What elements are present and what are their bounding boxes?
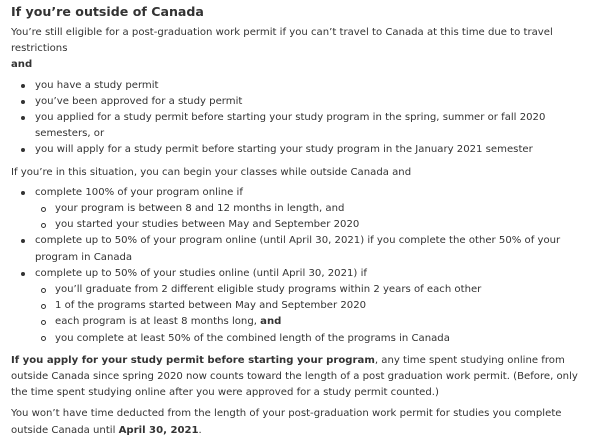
options-list [11, 185, 590, 347]
apply-rest: , any time spent studying online from outside Canada since spring 2020 now counts toward the length of a post graduation work permit. (Before, only the time spent studying online after you were approved for a study permit counted.) [11, 354, 578, 399]
final-end: . [198, 424, 202, 436]
condition-item: you’ve been approved for a study permit [11, 94, 590, 110]
intro-paragraph [11, 25, 590, 74]
option-subitem: you started your studies between May and September 2020 [35, 217, 590, 233]
section-heading: If you’re outside of Canada [11, 4, 204, 19]
option-subitem-and: and [260, 316, 282, 328]
intro-text: You’re still eligible for a post-graduation work permit if you can’t travel to Canada at this time due to travel restrictions [11, 27, 553, 55]
option-subitem: your program is between 8 and 12 months in length, and [35, 201, 590, 217]
final-paragraph [11, 406, 590, 438]
option-subitem [35, 314, 590, 330]
option-subitem-text: each program is at least 8 months long, [55, 316, 257, 328]
option-subitem: you’ll graduate from 2 different eligible study programs within 2 years of each other [35, 282, 590, 298]
option-item [11, 185, 590, 234]
apply-bold: If you apply for your study permit before starting your program [11, 354, 375, 366]
condition-item: you have a study permit [11, 78, 590, 94]
apply-paragraph [11, 353, 590, 402]
option-subitem: you complete at least 50% of the combined length of the programs in Canada [35, 331, 590, 347]
option-item [11, 266, 590, 347]
option-sublist [35, 282, 590, 347]
condition-item: you applied for a study permit before starting your study program in the spring, summer or fall 2020 semesters, or [11, 110, 590, 142]
final-text: You won’t have time deducted from the length of your post-graduation work permit for studies you complete outside Canada until [11, 408, 562, 436]
option-subitem: 1 of the programs started between May and September 2020 [35, 298, 590, 314]
final-date: April 30, 2021 [118, 424, 199, 436]
intro-and: and [11, 59, 33, 71]
condition-item: you will apply for a study permit before starting your study program in the January 2021 semester [11, 142, 590, 158]
option-text: complete up to 50% of your studies online (until April 30, 2021) if [35, 267, 367, 279]
option-text: complete 100% of your program online if [35, 186, 243, 198]
option-item: complete up to 50% of your program online (until April 30, 2021) if you complete the other 50% of your program in Canada [11, 233, 590, 265]
conditions-list [11, 78, 590, 159]
option-sublist [35, 201, 590, 233]
situation-paragraph: If you’re in this situation, you can begin your classes while outside Canada and [11, 166, 412, 178]
